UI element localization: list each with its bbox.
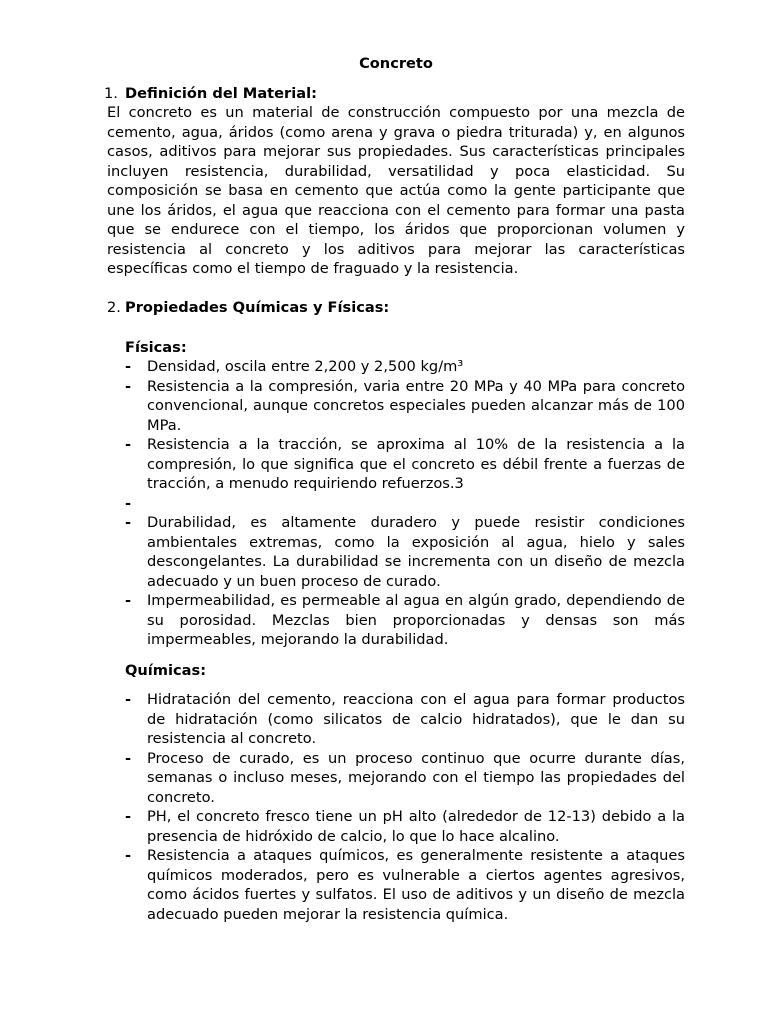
list-item	[125, 749, 685, 808]
list-item-text: Densidad, oscila entre 2,200 y 2,500 kg/m³	[147, 358, 464, 375]
fisicas-list	[125, 357, 685, 650]
bullet-dash: -	[125, 377, 132, 395]
quimicas-list	[125, 690, 685, 924]
bullet-dash: -	[125, 358, 132, 375]
bullet-dash: -	[125, 808, 132, 825]
bullet-dash: -	[125, 514, 132, 531]
bullet-dash: -	[125, 691, 132, 708]
bullet-dash: -	[125, 847, 132, 864]
bullet-dash: -	[125, 592, 132, 609]
section-2-number: 2.	[107, 299, 121, 316]
list-item-text: Durabilidad, es altamente duradero y puede resistir condiciones ambientales extremas, como la exposición al agua, hielo y sales descongelantes. La durabilidad se incrementa con un diseño de mezcla adecuado y un buen proceso de curado.	[147, 514, 685, 590]
list-item-text: Resistencia a la tracción, se aproxima al 10% de la resistencia a la compresión, lo que significa que el concreto es débil frente a fuerzas de tracción, a menudo requiriendo refuerzos.3	[147, 436, 685, 492]
section-1-heading: Definición del Material:	[125, 85, 317, 102]
quimicas-heading: Químicas:	[125, 662, 207, 679]
document-title: Concreto	[359, 55, 433, 72]
bullet-dash: -	[125, 494, 132, 512]
bullet-dash: -	[125, 749, 132, 767]
list-item	[125, 690, 685, 749]
list-item-text: Proceso de curado, es un proceso continuo que ocurre durante días, semanas o incluso meses, mejorando con el tiempo las propiedades del concreto.	[147, 749, 685, 806]
list-item-empty	[125, 494, 685, 514]
list-item	[125, 807, 685, 846]
fisicas-heading: Físicas:	[125, 339, 187, 356]
list-item	[125, 591, 685, 650]
list-item	[125, 435, 685, 494]
list-item-text: Hidratación del cemento, reacciona con el agua para formar productos de hidratación (como silicatos de calcio hidratados), que le dan su resistencia al concreto.	[147, 691, 685, 747]
list-item-text: Impermeabilidad, es permeable al agua en algún grado, dependiendo de su porosidad. Mezclas bien proporcionadas y densas son más impermeables, mejorando la durabilidad.	[147, 592, 685, 648]
list-item-text: Resistencia a la compresión, varia entre 20 MPa y 40 MPa para concreto convencional, aunque concretos especiales pueden alcanzar más de 100 MPa.	[147, 377, 685, 434]
bullet-dash: -	[125, 436, 132, 453]
list-item	[125, 513, 685, 591]
list-item	[125, 846, 685, 924]
section-1-paragraph: El concreto es un material de construcción compuesto por una mezcla de cemento, agua, áridos (como arena y grava o piedra triturada) y, en algunos casos, aditivos para mejorar sus propiedades. Sus características principales incluyen resistencia, durabilidad, versatilidad y poca elasticidad. Su composición se basa en cemento que actúa como la gente participante que une los áridos, el agua que reacciona con el cemento para formar una pasta que se endurece con el tiempo, los áridos que proporcionan volumen y resistencia al concreto y los aditivos para mejorar las características específicas como el tiempo de fraguado y la resistencia.	[107, 104, 685, 277]
list-item	[125, 357, 685, 377]
section-1-number: 1.	[104, 85, 118, 102]
list-item	[125, 377, 685, 436]
list-item-text: Resistencia a ataques químicos, es generalmente resistente a ataques químicos moderados, pero es vulnerable a ciertos agentes agresivos, como ácidos fuertes y sulfatos. El uso de aditivos y un diseño de mezcla adecuado pueden mejorar la resistencia química.	[147, 847, 685, 923]
list-item-text: PH, el concreto fresco tiene un pH alto (alrededor de 12-13) debido a la presencia de hidróxido de calcio, lo que lo hace alcalino.	[147, 808, 685, 845]
section-2-heading: Propiedades Químicas y Físicas:	[125, 299, 390, 316]
